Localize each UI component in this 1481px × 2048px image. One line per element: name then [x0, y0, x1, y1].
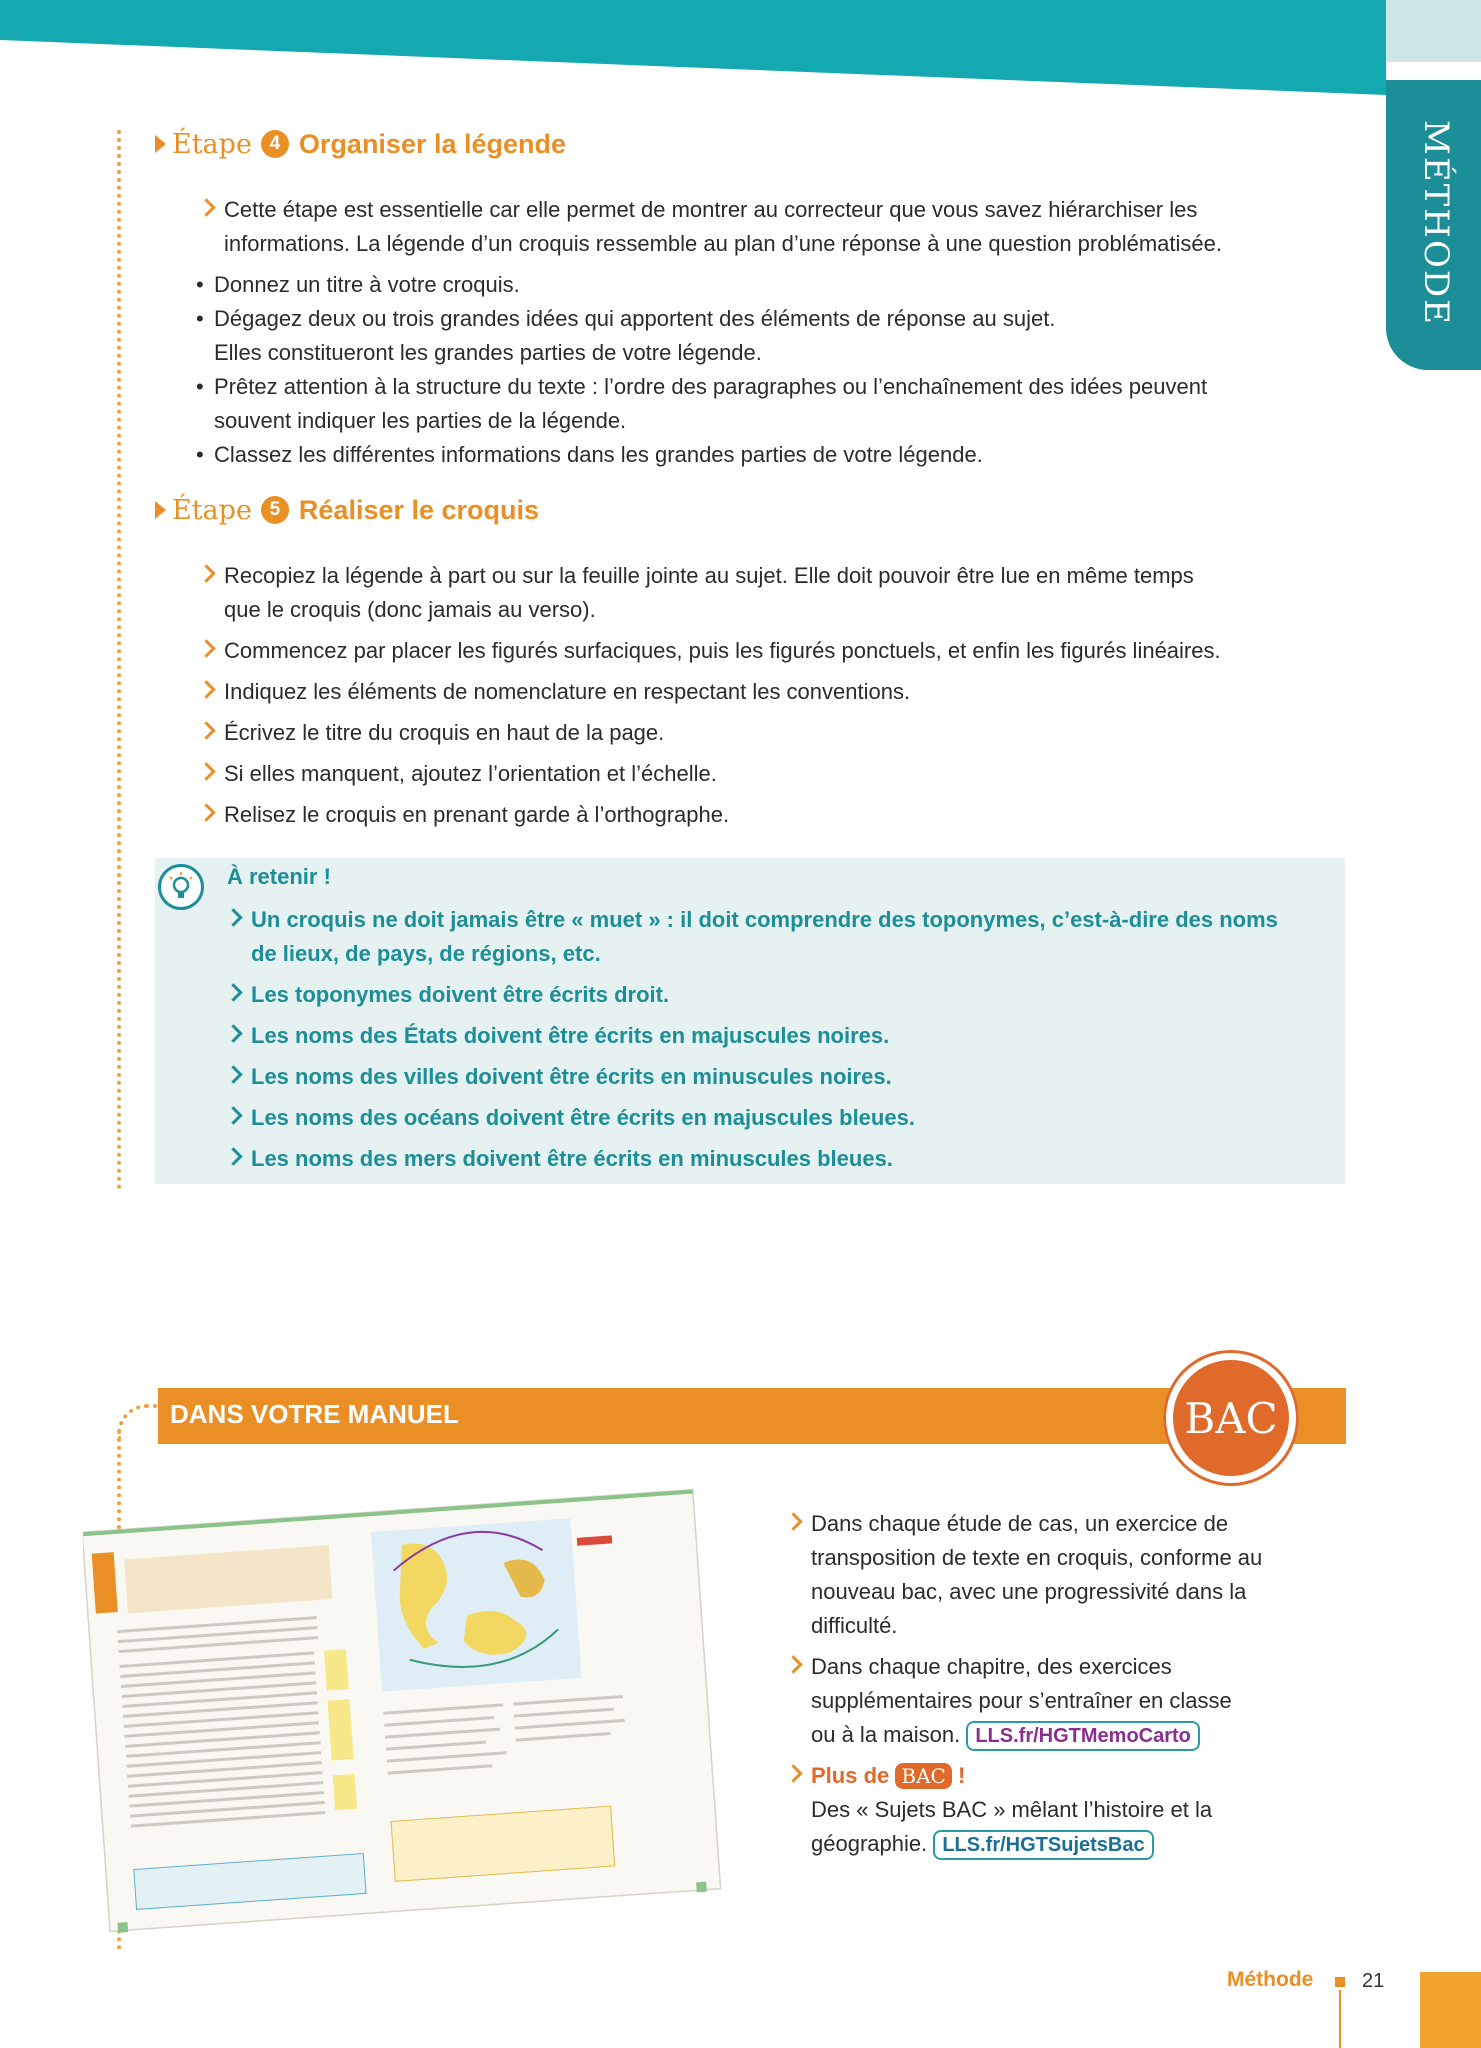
text-line: nouveau bac, avec une progressivité dans la [811, 1579, 1247, 1604]
text-line: que le croquis (donc jamais au verso). [224, 597, 596, 622]
chevron-right-icon [197, 198, 215, 216]
bac-chip: BAC [895, 1763, 951, 1789]
text-line: Écrivez le titre du croquis en haut de la page. [224, 720, 665, 745]
text-line: Les noms des villes doivent être écrits en minuscules noires. [251, 1064, 892, 1089]
text-line: Elles constitueront les grandes parties de votre légende. [214, 340, 762, 365]
step-number-badge: 5 [261, 496, 289, 524]
footer-section-label: Méthode [1227, 1968, 1314, 1991]
lightbulb-icon [158, 864, 204, 910]
text-line: Commencez par placer les figurés surfaciques, puis les figurés ponctuels, et enfin les figurés linéaires. [224, 638, 1221, 663]
chevron-item [227, 978, 1337, 1012]
chevron-right-icon [224, 908, 242, 926]
text-line: • Classez les différentes informations dans les grandes parties de votre légende. [214, 442, 983, 467]
bullet-item [196, 302, 1340, 370]
text-line: Les noms des mers doivent être écrits en minuscules bleues. [251, 1146, 893, 1171]
chevron-item [200, 559, 1340, 627]
step-word: Étape [172, 128, 252, 160]
chevron-item [200, 634, 1340, 668]
side-tab-label: MÉTHODE [1416, 120, 1456, 326]
chevron-item [200, 675, 1340, 709]
plus-bac-prefix: Plus de [811, 1763, 890, 1788]
text-line [811, 1827, 1347, 1861]
text-line: Les toponymes doivent être écrits droit. [251, 982, 670, 1007]
dotted-rule-curve [117, 1404, 157, 1438]
text-line [811, 1718, 1347, 1752]
retain-title: À retenir ! [227, 864, 331, 889]
chevron-item [227, 1060, 1337, 1094]
footer-marker [1335, 1977, 1345, 1987]
footer-rule [1339, 1990, 1341, 2048]
text-line: géographie. [811, 1831, 928, 1856]
text-line: Relisez le croquis en prenant garde à l’orthographe. [224, 802, 730, 827]
text-line: Dans chaque étude de cas, un exercice de [811, 1511, 1229, 1536]
methode-side-tab [1386, 80, 1481, 370]
memo-carto-link[interactable]: LLS.fr/HGTMemoCarto [966, 1721, 1200, 1751]
manual-banner-title: DANS VOTRE MANUEL [170, 1399, 459, 1429]
text-line: • Donnez un titre à votre croquis. [214, 272, 520, 297]
text-line: ou à la maison. [811, 1722, 961, 1747]
text-line: souvent indiquer les parties de la légende. [214, 408, 627, 433]
sujets-bac-link[interactable]: LLS.fr/HGTSujetsBac [933, 1830, 1153, 1860]
chevron-right-icon [197, 639, 215, 657]
text-line: supplémentaires pour s’entraîner en classe [811, 1688, 1232, 1713]
text-line: Dans chaque chapitre, des exercices [811, 1654, 1172, 1679]
chevron-item [227, 903, 1337, 971]
text-line: Recopiez la légende à part ou sur la feuille jointe au sujet. Elle doit pouvoir être lue en même temps [224, 563, 1194, 588]
chevron-item [200, 716, 1340, 750]
chevron-right-icon [197, 721, 215, 739]
text-line: Cette étape est essentielle car elle permet de montrer au correcteur que vous savez hiérarchiser les [224, 197, 1198, 222]
text-line: • Dégagez deux ou trois grandes idées qui apportent des éléments de réponse au sujet. [214, 306, 1056, 331]
bac-badge-label: BAC [1173, 1360, 1289, 1476]
chevron-right-icon [224, 1147, 242, 1165]
text-line: Des « Sujets BAC » mêlant l’histoire et la [811, 1797, 1213, 1822]
step-number-badge: 4 [261, 130, 289, 158]
chevron-right-icon [224, 983, 242, 1001]
step-title: Organiser la légende [298, 128, 567, 159]
chevron-right-icon [197, 803, 215, 821]
footer-color-block [1420, 1972, 1481, 2048]
dotted-rule [117, 130, 121, 1190]
retain-list [227, 903, 1337, 1183]
manual-description [787, 1507, 1347, 1868]
chevron-right-icon [224, 1106, 242, 1124]
bac-badge [1163, 1350, 1299, 1486]
play-arrow-icon [155, 501, 166, 519]
step-5-body [200, 559, 1340, 839]
top-banner [0, 0, 1481, 100]
text-line: Les noms des États doivent être écrits en majuscules noires. [251, 1023, 890, 1048]
bullet-item [196, 268, 1340, 302]
text-line: Indiquez les éléments de nomenclature en respectant les conventions. [224, 679, 911, 704]
text-line: de lieux, de pays, de régions, etc. [251, 941, 601, 966]
bullet-item [196, 438, 1340, 472]
text-line: Un croquis ne doit jamais être « muet » : il doit comprendre des toponymes, c’est-à-dire des noms [251, 907, 1278, 932]
chevron-item [787, 1759, 1347, 1861]
chevron-item [200, 798, 1340, 832]
chevron-item [227, 1019, 1337, 1053]
chevron-right-icon [197, 762, 215, 780]
text-line: informations. La légende d’un croquis ressemble au plan d’une réponse à une question problématisée. [224, 231, 1222, 256]
step-word: Étape [172, 494, 252, 526]
step-5-heading [155, 488, 539, 532]
chevron-item [227, 1142, 1337, 1176]
textbook-thumbnail [83, 1470, 733, 1940]
chevron-item [200, 193, 1340, 261]
chevron-right-icon [197, 564, 215, 582]
text-line: Si elles manquent, ajoutez l’orientation et l’échelle. [224, 761, 717, 786]
step-4-heading [155, 122, 566, 166]
play-arrow-icon [155, 135, 166, 153]
plus-bac-suffix: ! [957, 1763, 966, 1788]
chevron-right-icon [784, 1764, 802, 1782]
text-line: transposition de texte en croquis, conforme au [811, 1545, 1263, 1570]
chevron-right-icon [224, 1024, 242, 1042]
text-line: Les noms des océans doivent être écrits en majuscules bleues. [251, 1105, 915, 1130]
text-line: difficulté. [811, 1613, 898, 1638]
chevron-item [787, 1650, 1347, 1752]
plus-bac-heading [811, 1759, 1347, 1793]
chevron-item [787, 1507, 1347, 1643]
chevron-right-icon [197, 680, 215, 698]
page-number: 21 [1362, 1970, 1385, 1992]
chevron-right-icon [224, 1065, 242, 1083]
chevron-right-icon [784, 1512, 802, 1530]
bullet-item [196, 370, 1340, 438]
chevron-item [200, 757, 1340, 791]
text-line: • Prêtez attention à la structure du texte : l’ordre des paragraphes ou l’enchaînement des idées peuvent [214, 374, 1208, 399]
chevron-item [227, 1101, 1337, 1135]
step-4-body [200, 193, 1340, 472]
chevron-right-icon [784, 1655, 802, 1673]
step-title: Réaliser le croquis [298, 494, 540, 525]
